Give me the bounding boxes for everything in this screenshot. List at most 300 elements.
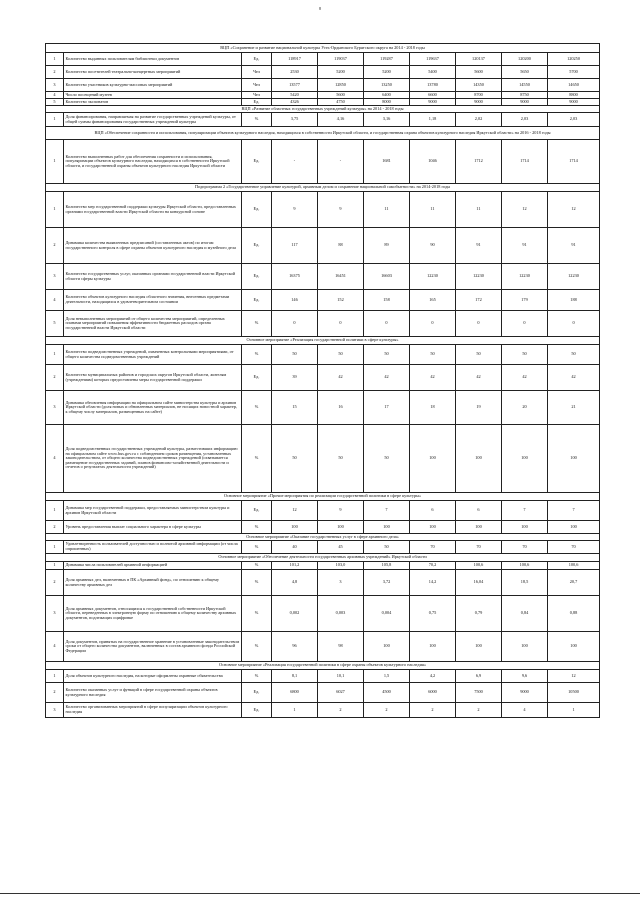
indicator-name: Доля подведомственных государственных учреждений культуры, разместивших информацию на официальном сайте www.bus.gov.ru с соблюдением сроков размещения, установленных законодательством, от общего количества подведомственных учреждений (охватывается размещение государственных заданий, планов финансово-хозяйственной деятельности и отчетов о результатах деятельности учреждений) bbox=[64, 425, 242, 493]
value-cell: 6000 bbox=[410, 683, 456, 703]
value-cell: 120200 bbox=[502, 53, 548, 66]
table-row bbox=[46, 562, 600, 570]
value-cell: 45 bbox=[318, 541, 364, 554]
value-cell: 7 bbox=[548, 501, 600, 521]
value-cell: 188 bbox=[548, 290, 600, 311]
value-cell: 100,6 bbox=[456, 562, 502, 570]
value-cell: 14650 bbox=[548, 79, 600, 92]
value-cell: 8750 bbox=[502, 92, 548, 99]
value-cell: 100 bbox=[410, 425, 456, 493]
row-number: 3 bbox=[46, 391, 64, 425]
value-cell: 0 bbox=[318, 311, 364, 337]
value-cell: 8000 bbox=[364, 99, 410, 106]
value-cell: 4,2 bbox=[410, 670, 456, 683]
indicator-name: Удовлетворенность пользователей доступностью и полнотой архивной информации (от числа опрошенных) bbox=[64, 541, 242, 554]
value-cell: 152 bbox=[318, 290, 364, 311]
value-cell: 4500 bbox=[364, 683, 410, 703]
value-cell: 91 bbox=[502, 228, 548, 264]
row-number: 1 bbox=[46, 113, 64, 127]
table-row bbox=[46, 311, 600, 337]
value-cell: 100 bbox=[548, 632, 600, 662]
section-header bbox=[46, 662, 600, 670]
table-row bbox=[46, 192, 600, 228]
indicator-name: Количество муниципальных районов и городских округов Иркутской области, жителям (учреждениям) которых предоставлены меры государственной поддержки bbox=[64, 365, 242, 391]
unit-cell: % bbox=[242, 541, 272, 554]
value-cell: 9000 bbox=[548, 99, 600, 106]
unit-cell: Ед. bbox=[242, 290, 272, 311]
value-cell: 91 bbox=[456, 228, 502, 264]
table-row bbox=[46, 290, 600, 311]
row-number: 4 bbox=[46, 632, 64, 662]
value-cell: 16,04 bbox=[456, 570, 502, 596]
row-number: 2 bbox=[46, 66, 64, 79]
unit-cell: Чел bbox=[242, 79, 272, 92]
value-cell: 11 bbox=[364, 192, 410, 228]
value-cell: 11 bbox=[410, 192, 456, 228]
value-cell: 100 bbox=[272, 521, 318, 534]
value-cell: 0 bbox=[272, 311, 318, 337]
indicator-name: Количество подведомственных учреждений, охваченных контрольными мероприятиями, от общего количества подведомственных учреждений bbox=[64, 345, 242, 365]
section-header bbox=[46, 337, 600, 345]
value-cell: 1681 bbox=[364, 140, 410, 184]
value-cell: 5200 bbox=[364, 66, 410, 79]
value-cell: 50 bbox=[318, 345, 364, 365]
indicator-name: Количество выданных пользователям библиотеки документов bbox=[64, 53, 242, 66]
value-cell: 0,79 bbox=[456, 596, 502, 632]
unit-cell: Ед. bbox=[242, 192, 272, 228]
value-cell: 14,2 bbox=[410, 570, 456, 596]
value-cell: 42 bbox=[456, 365, 502, 391]
section-header bbox=[46, 127, 600, 140]
row-number: 5 bbox=[46, 99, 64, 106]
indicator-name: Динамика количества выявленных предписаний (составленных актов) по итогам государственного контроля в сфере охраны объектов культурного наследия и музейного дела bbox=[64, 228, 242, 264]
indicator-name: Количество участников культурно-массовых мероприятий bbox=[64, 79, 242, 92]
section-title: Основное мероприятие «Обеспечение деятельности государственных архивных учреждений» Иркутской области bbox=[46, 554, 600, 562]
value-cell: 1714 bbox=[548, 140, 600, 184]
unit-cell: Ед. bbox=[242, 99, 272, 106]
value-cell: 2 bbox=[456, 703, 502, 718]
value-cell: 14350 bbox=[456, 79, 502, 92]
value-cell: 0 bbox=[548, 311, 600, 337]
value-cell: 13250 bbox=[364, 79, 410, 92]
value-cell: 50 bbox=[364, 541, 410, 554]
value-cell: 42 bbox=[410, 365, 456, 391]
unit-cell: % bbox=[242, 113, 272, 127]
value-cell: 9,6 bbox=[502, 670, 548, 683]
value-cell: 50 bbox=[272, 425, 318, 493]
value-cell: 50 bbox=[410, 345, 456, 365]
unit-cell: Ед. bbox=[242, 140, 272, 184]
page-number: 8 bbox=[319, 6, 321, 11]
value-cell: 0,002 bbox=[272, 596, 318, 632]
unit-cell: % bbox=[242, 670, 272, 683]
row-number: 4 bbox=[46, 92, 64, 99]
section-title: Основное мероприятие «Прочие мероприятия по реализации государственной политики в сфере культуры» bbox=[46, 493, 600, 501]
value-cell: 100 bbox=[502, 632, 548, 662]
value-cell: 4,16 bbox=[318, 113, 364, 127]
value-cell: 1,5 bbox=[364, 670, 410, 683]
indicator-name: Количество посетителей театрально-концертных мероприятий bbox=[64, 66, 242, 79]
page-bottom-rule bbox=[0, 893, 640, 894]
unit-cell: % bbox=[242, 596, 272, 632]
value-cell: 172 bbox=[456, 290, 502, 311]
value-cell: 0,88 bbox=[548, 596, 600, 632]
unit-cell: % bbox=[242, 391, 272, 425]
value-cell: 8700 bbox=[456, 92, 502, 99]
row-number: 2 bbox=[46, 683, 64, 703]
table-row bbox=[46, 596, 600, 632]
unit-cell: Чел bbox=[242, 66, 272, 79]
value-cell: 165 bbox=[410, 290, 456, 311]
value-cell: 9000 bbox=[456, 99, 502, 106]
indicator-name: Количество оказанных услуг и функций в сфере государственной охраны объектов культурного наследия bbox=[64, 683, 242, 703]
indicator-name: Доля документов, принятых на государственное хранение в установленные законодательством сроки от общего количества документов, включенных в состав архивного фонда Российской Федерации bbox=[64, 632, 242, 662]
value-cell: 39 bbox=[272, 365, 318, 391]
value-cell: 0 bbox=[502, 311, 548, 337]
value-cell: 10500 bbox=[548, 683, 600, 703]
row-number: 1 bbox=[46, 140, 64, 184]
value-cell: 13780 bbox=[410, 79, 456, 92]
value-cell: 6400 bbox=[364, 92, 410, 99]
value-cell: 6 bbox=[410, 501, 456, 521]
table-row bbox=[46, 66, 600, 79]
value-cell: 100 bbox=[364, 521, 410, 534]
unit-cell: % bbox=[242, 345, 272, 365]
value-cell: 17 bbox=[364, 391, 410, 425]
value-cell: 2,02 bbox=[456, 113, 502, 127]
value-cell: 70 bbox=[502, 541, 548, 554]
value-cell: 0,75 bbox=[410, 596, 456, 632]
row-number: 2 bbox=[46, 228, 64, 264]
value-cell: 40 bbox=[272, 541, 318, 554]
value-cell: 5200 bbox=[318, 66, 364, 79]
section-header bbox=[46, 184, 600, 192]
section-header bbox=[46, 493, 600, 501]
row-number: 3 bbox=[46, 703, 64, 718]
value-cell: 1046 bbox=[410, 140, 456, 184]
unit-cell: Чел bbox=[242, 92, 272, 99]
value-cell: 100 bbox=[502, 521, 548, 534]
value-cell: 12230 bbox=[410, 264, 456, 290]
value-cell: 158 bbox=[364, 290, 410, 311]
value-cell: 100 bbox=[502, 425, 548, 493]
section-header bbox=[46, 554, 600, 562]
value-cell: 11 bbox=[456, 192, 502, 228]
value-cell: 50 bbox=[364, 345, 410, 365]
section-title: Основное мероприятие «Реализация государственной политики в сфере культуры» bbox=[46, 337, 600, 345]
value-cell: 100 bbox=[318, 521, 364, 534]
table-row bbox=[46, 53, 600, 66]
value-cell: 15 bbox=[272, 391, 318, 425]
row-number: 2 bbox=[46, 570, 64, 596]
value-cell: 12230 bbox=[456, 264, 502, 290]
value-cell: 100 bbox=[548, 425, 600, 493]
row-number: 1 bbox=[46, 562, 64, 570]
indicator-name: Доля невыполненных мероприятий от общего количества мероприятий, определенных планами мероприятий повышения эффективности бюджетных расходов органа государственной власти Иркутской области bbox=[64, 311, 242, 337]
indicator-name: Доля архивных дел, включенных в ПК «Архивный фонд», по отношению к общему количеству архивных дел bbox=[64, 570, 242, 596]
value-cell: 20 bbox=[502, 391, 548, 425]
unit-cell: % bbox=[242, 570, 272, 596]
value-cell: 2 bbox=[364, 703, 410, 718]
section-header bbox=[46, 534, 600, 541]
section-title: ВЦП «Сохранение и развитие национальной культуры Усть-Ордынского Бурятского округа на 2014 - 2018 годы bbox=[46, 44, 600, 53]
section-title: ВЦП «Обеспечение сохранности и использования, популяризации объектов культурного наследия, находящихся в собственности Иркутской области, и государственная охрана объектов культурного наследия Иркутской области» на 2016 - 2018 годы bbox=[46, 127, 600, 140]
row-number: 3 bbox=[46, 596, 64, 632]
value-cell: 5400 bbox=[410, 66, 456, 79]
value-cell: 4750 bbox=[318, 99, 364, 106]
unit-cell: Ед. bbox=[242, 365, 272, 391]
value-cell: 4 bbox=[502, 703, 548, 718]
unit-cell: % bbox=[242, 562, 272, 570]
value-cell: 12 bbox=[272, 501, 318, 521]
row-number: 1 bbox=[46, 501, 64, 521]
table-row bbox=[46, 703, 600, 718]
indicator-name: Уровень предоставления выплат социального характера в сфере культуры bbox=[64, 521, 242, 534]
indicator-name: Количество организованных мероприятий в сфере популяризации объектов культурного наследия bbox=[64, 703, 242, 718]
value-cell: 98 bbox=[318, 632, 364, 662]
value-cell: 12 bbox=[502, 192, 548, 228]
row-number: 1 bbox=[46, 670, 64, 683]
value-cell: 42 bbox=[318, 365, 364, 391]
table-row bbox=[46, 501, 600, 521]
value-cell: 2 bbox=[318, 703, 364, 718]
value-cell: 91 bbox=[548, 228, 600, 264]
value-cell: 101,2 bbox=[272, 562, 318, 570]
value-cell: 1714 bbox=[502, 140, 548, 184]
indicator-name: Количество мер государственной поддержки культуры Иркутской области, предоставленных органами государственной власти Иркутской области на конкурсной основе bbox=[64, 192, 242, 228]
value-cell: 100 bbox=[456, 521, 502, 534]
row-number: 3 bbox=[46, 264, 64, 290]
value-cell: 5600 bbox=[318, 92, 364, 99]
value-cell: 100 bbox=[456, 632, 502, 662]
table-row bbox=[46, 79, 600, 92]
value-cell: 42 bbox=[548, 365, 600, 391]
section-title: Основное мероприятие «Реализация государственной политики в сфере охраны объектов культурного наследия» bbox=[46, 662, 600, 670]
value-cell: 13577 bbox=[272, 79, 318, 92]
value-cell: 2530 bbox=[272, 66, 318, 79]
value-cell: 50 bbox=[502, 345, 548, 365]
value-cell: 12230 bbox=[502, 264, 548, 290]
value-cell: 1,18 bbox=[410, 113, 456, 127]
value-cell: - bbox=[318, 140, 364, 184]
table-row bbox=[46, 140, 600, 184]
unit-cell: Ед. bbox=[242, 703, 272, 718]
value-cell: 120137 bbox=[456, 53, 502, 66]
indicator-name: Количество выполненных работ для обеспечения сохранности и использования, популяризации объектов культурного наследия, находящихся в собственности Иркутской области, и государственной охраны объектов культурного наследия Иркутской области bbox=[64, 140, 242, 184]
value-cell: 96 bbox=[272, 632, 318, 662]
indicator-name: Динамика обновления информации на официальном сайте министерства культуры и архивов Иркутской области (доля новых и обновленных материалов, не носящих новостной характер, к общему числу материалов, размещенных на сайте) bbox=[64, 391, 242, 425]
value-cell: 14550 bbox=[502, 79, 548, 92]
value-cell: 70 bbox=[410, 541, 456, 554]
value-cell: 10,1 bbox=[318, 670, 364, 683]
value-cell: 119037 bbox=[318, 53, 364, 66]
value-cell: 21 bbox=[548, 391, 600, 425]
value-cell: 50 bbox=[548, 345, 600, 365]
value-cell: 1712 bbox=[456, 140, 502, 184]
value-cell: 3,16 bbox=[364, 113, 410, 127]
value-cell: 9 bbox=[318, 192, 364, 228]
value-cell: 0 bbox=[456, 311, 502, 337]
value-cell: 88 bbox=[318, 228, 364, 264]
value-cell: 12850 bbox=[318, 79, 364, 92]
value-cell: 2,03 bbox=[502, 113, 548, 127]
value-cell: 103,0 bbox=[318, 562, 364, 570]
value-cell: 119287 bbox=[364, 53, 410, 66]
table-row bbox=[46, 425, 600, 493]
value-cell: 5420 bbox=[272, 92, 318, 99]
value-cell: 89 bbox=[364, 228, 410, 264]
value-cell: 12 bbox=[548, 192, 600, 228]
value-cell: 50 bbox=[364, 425, 410, 493]
value-cell: 119637 bbox=[410, 53, 456, 66]
table-row bbox=[46, 99, 600, 106]
value-cell: 50 bbox=[272, 345, 318, 365]
section-title: ВЦП «Развитие областных государственных учреждений культуры» на 2014 - 2018 годы bbox=[46, 106, 600, 113]
value-cell: 50 bbox=[318, 425, 364, 493]
value-cell: 9 bbox=[272, 192, 318, 228]
value-cell: 42 bbox=[502, 365, 548, 391]
row-number: 3 bbox=[46, 79, 64, 92]
value-cell: 2 bbox=[410, 703, 456, 718]
unit-cell: % bbox=[242, 311, 272, 337]
table-row bbox=[46, 391, 600, 425]
indicator-name: Динамика числа пользователей архивной информацией bbox=[64, 562, 242, 570]
value-cell: 7 bbox=[502, 501, 548, 521]
value-cell: 0,004 bbox=[364, 596, 410, 632]
value-cell: 118917 bbox=[272, 53, 318, 66]
section-header bbox=[46, 106, 600, 113]
value-cell: 100,6 bbox=[548, 562, 600, 570]
value-cell: 12 bbox=[548, 670, 600, 683]
unit-cell: Ед. bbox=[242, 53, 272, 66]
value-cell: 0,84 bbox=[502, 596, 548, 632]
value-cell: 100 bbox=[548, 521, 600, 534]
value-cell: 6027 bbox=[318, 683, 364, 703]
value-cell: 105,8 bbox=[364, 562, 410, 570]
table-row bbox=[46, 113, 600, 127]
table-row bbox=[46, 683, 600, 703]
value-cell: 100,6 bbox=[502, 562, 548, 570]
value-cell: 3,72 bbox=[364, 570, 410, 596]
row-number: 1 bbox=[46, 541, 64, 554]
row-number: 1 bbox=[46, 192, 64, 228]
value-cell: 70 bbox=[548, 541, 600, 554]
value-cell: 50 bbox=[456, 345, 502, 365]
value-cell: 1 bbox=[272, 703, 318, 718]
value-cell: 0,003 bbox=[318, 596, 364, 632]
value-cell: 100 bbox=[410, 521, 456, 534]
table-row bbox=[46, 365, 600, 391]
table-row bbox=[46, 570, 600, 596]
value-cell: 16451 bbox=[318, 264, 364, 290]
indicators-table bbox=[45, 43, 600, 718]
value-cell: 8800 bbox=[548, 92, 600, 99]
table-row bbox=[46, 521, 600, 534]
value-cell: 0 bbox=[410, 311, 456, 337]
value-cell: 42 bbox=[364, 365, 410, 391]
section-title: Подпрограмма 2 «Государственное управление культурой, архивным делом и сохранение национальной самобытности» на 2014-2018 годы bbox=[46, 184, 600, 192]
indicator-name: Доля финансирования, направляемая на развитие государственных учреждений культуры, от общей суммы финансирования государственных учреждений культуры bbox=[64, 113, 242, 127]
value-cell: 12230 bbox=[548, 264, 600, 290]
indicator-name: Доля объектов культурного наследия, на которые оформлены охранные обязательства bbox=[64, 670, 242, 683]
value-cell: 1 bbox=[548, 703, 600, 718]
value-cell: 117 bbox=[272, 228, 318, 264]
value-cell: 4,8 bbox=[272, 570, 318, 596]
value-cell: 0 bbox=[364, 311, 410, 337]
section-header bbox=[46, 44, 600, 53]
table-row bbox=[46, 541, 600, 554]
indicator-name: Количество государственных услуг, оказанных органами государственной власти Иркутской области сферы культуры bbox=[64, 264, 242, 290]
row-number: 2 bbox=[46, 365, 64, 391]
value-cell: 9 bbox=[318, 501, 364, 521]
value-cell: 6600 bbox=[410, 92, 456, 99]
value-cell: 9000 bbox=[502, 683, 548, 703]
value-cell: 16603 bbox=[364, 264, 410, 290]
section-title: Основное мероприятие «Оказание государственных услуг в сфере архивного дела» bbox=[46, 534, 600, 541]
indicator-name: Число посещений музеев bbox=[64, 92, 242, 99]
unit-cell: Ед. bbox=[242, 264, 272, 290]
table-row bbox=[46, 264, 600, 290]
value-cell: 2,03 bbox=[548, 113, 600, 127]
unit-cell: Ед. bbox=[242, 228, 272, 264]
table-row bbox=[46, 92, 600, 99]
row-number: 1 bbox=[46, 345, 64, 365]
row-number: 5 bbox=[46, 311, 64, 337]
value-cell: 9000 bbox=[502, 99, 548, 106]
value-cell: 20,7 bbox=[548, 570, 600, 596]
value-cell: 90 bbox=[410, 228, 456, 264]
value-cell: 16 bbox=[318, 391, 364, 425]
value-cell: 16375 bbox=[272, 264, 318, 290]
table-row bbox=[46, 670, 600, 683]
indicator-name: Количество экспонатов bbox=[64, 99, 242, 106]
value-cell: 18 bbox=[410, 391, 456, 425]
value-cell: 100 bbox=[456, 425, 502, 493]
unit-cell: % bbox=[242, 425, 272, 493]
value-cell: 120250 bbox=[548, 53, 600, 66]
value-cell: 6800 bbox=[272, 683, 318, 703]
value-cell: 18,5 bbox=[502, 570, 548, 596]
row-number: 2 bbox=[46, 521, 64, 534]
value-cell: 19 bbox=[456, 391, 502, 425]
unit-cell: % bbox=[242, 632, 272, 662]
row-number: 1 bbox=[46, 53, 64, 66]
unit-cell: Ед. bbox=[242, 501, 272, 521]
indicator-name: Динамика мер государственной поддержки, предоставляемых министерством культуры и архивов Иркутской области bbox=[64, 501, 242, 521]
unit-cell: Ед. bbox=[242, 683, 272, 703]
value-cell: 6,9 bbox=[456, 670, 502, 683]
value-cell: 6 bbox=[456, 501, 502, 521]
row-number: 4 bbox=[46, 290, 64, 311]
value-cell: 7500 bbox=[456, 683, 502, 703]
table-row bbox=[46, 345, 600, 365]
unit-cell: % bbox=[242, 521, 272, 534]
value-cell: 5650 bbox=[502, 66, 548, 79]
value-cell: 9000 bbox=[410, 99, 456, 106]
value-cell: 5600 bbox=[456, 66, 502, 79]
value-cell: 3 bbox=[318, 570, 364, 596]
row-number: 4 bbox=[46, 425, 64, 493]
value-cell: 3,75 bbox=[272, 113, 318, 127]
value-cell: 5700 bbox=[548, 66, 600, 79]
value-cell: 100 bbox=[364, 632, 410, 662]
value-cell: - bbox=[272, 140, 318, 184]
value-cell: 146 bbox=[272, 290, 318, 311]
indicator-name: Количество объектов культурного наследия областного значения, внесенных предметами деятельности, находящихся в удовлетворительном состоянии bbox=[64, 290, 242, 311]
value-cell: 4326 bbox=[272, 99, 318, 106]
value-cell: 100 bbox=[410, 632, 456, 662]
value-cell: 70 bbox=[456, 541, 502, 554]
